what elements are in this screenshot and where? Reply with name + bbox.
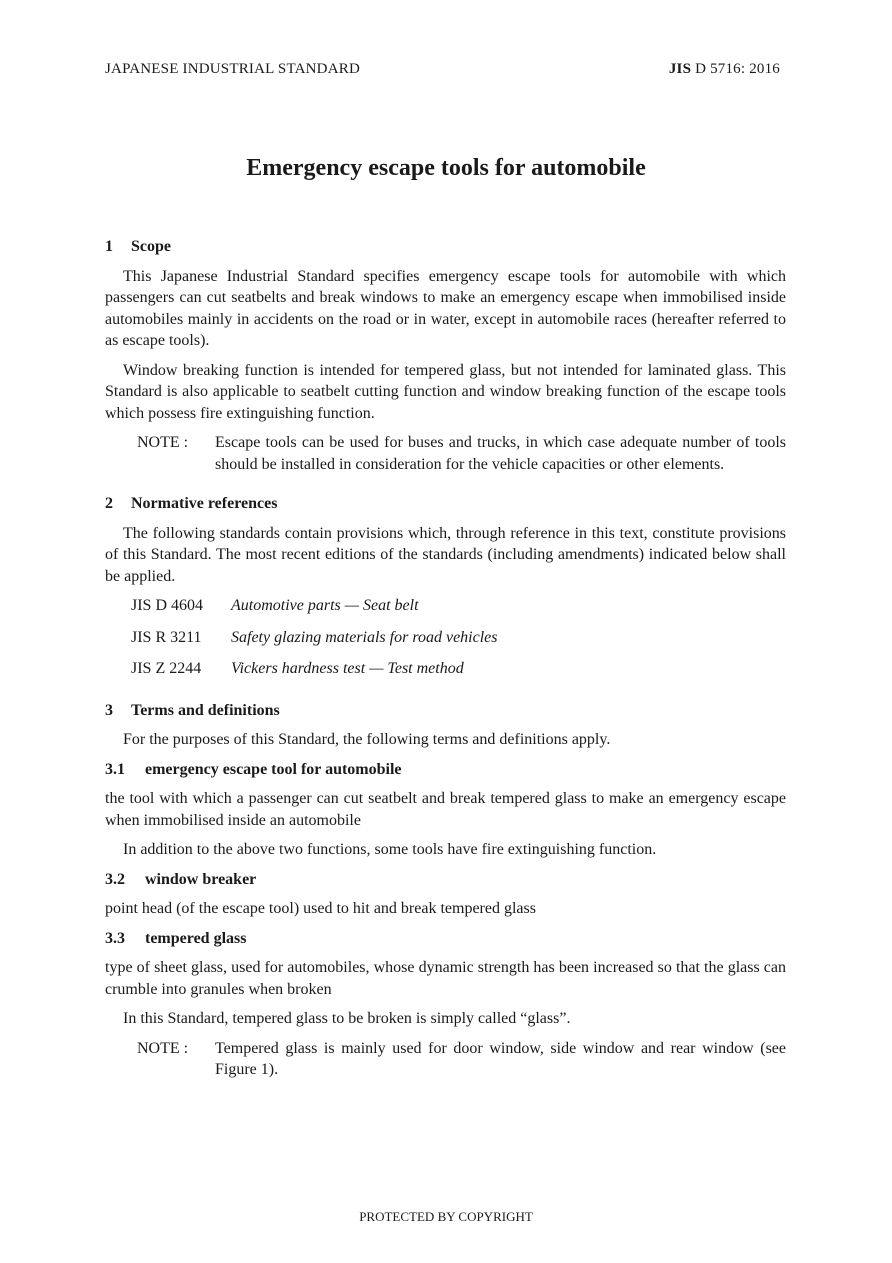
term-3-2-heading: 3.2 window breaker bbox=[105, 870, 257, 888]
term-3-2-definition: point head (of the escape tool) used to hit and break tempered glass bbox=[105, 900, 536, 917]
header-standard-name: JAPANESE INDUSTRIAL STANDARD bbox=[105, 61, 360, 77]
note-label: NOTE : bbox=[137, 1039, 189, 1057]
section-2-heading: 2 Normative references bbox=[105, 495, 278, 512]
header-standard-number bbox=[669, 61, 780, 78]
section-2-para-1: The following standards contain provisions which, through reference in this text, constitute provisions of this Standard. The most recent editions of the standards (including amendments) indicated below shall be applied. bbox=[105, 524, 786, 585]
section-3-para-1: For the purposes of this Standard, the following terms and definitions apply. bbox=[123, 731, 611, 748]
reference-item: JIS Z 2244 Vickers hardness test — Test method bbox=[131, 660, 464, 677]
term-3-3-extra: In this Standard, tempered glass to be broken is simply called “glass”. bbox=[123, 1010, 571, 1027]
document-title: Emergency escape tools for automobile bbox=[246, 155, 646, 181]
note-text: Escape tools can be used for buses and trucks, in which case adequate number of tools should be installed in consideration for the vehicle capacities or other elements. bbox=[215, 434, 786, 473]
term-3-1-heading: 3.1 emergency escape tool for automobile bbox=[105, 760, 402, 778]
copyright-footer: PROTECTED BY COPYRIGHT bbox=[359, 1209, 533, 1224]
header-code: D 5716: 2016 bbox=[691, 61, 780, 77]
document-body bbox=[105, 236, 786, 1089]
section-1-para-2: Window breaking function is intended for tempered glass, but not intended for laminated glass. This Standard is also applicable to seatbelt cutting function and window breaking function of the escape tools which possess fire extinguishing function. bbox=[105, 361, 786, 422]
reference-item: JIS R 3211 Safety glazing materials for road vehicles bbox=[131, 628, 498, 646]
term-3-3-definition: type of sheet glass, used for automobiles, whose dynamic strength has been increased so that the glass can crumble into granules when broken bbox=[105, 959, 786, 998]
term-3-1-definition: the tool with which a passenger can cut seatbelt and break tempered glass to make an emergency escape when immobilised inside an automobile bbox=[105, 790, 786, 829]
header-jis: JIS bbox=[668, 61, 692, 77]
section-1-para-1: This Japanese Industrial Standard specifies emergency escape tools for automobile with which passengers can cut seatbelts and break windows to make an emergency escape when immobilised inside automobiles mainly in accidents on the road or in water, except in automobile races (hereafter referred to as escape tools). bbox=[105, 267, 786, 349]
term-3-1-extra: In addition to the above two functions, some tools have fire extinguishing function. bbox=[123, 841, 657, 858]
reference-item: JIS D 4604 Automotive parts — Seat belt bbox=[131, 597, 419, 614]
note-label: NOTE : bbox=[137, 434, 189, 451]
term-3-3-note bbox=[137, 1038, 786, 1081]
term-3-3-heading: 3.3 tempered glass bbox=[105, 929, 247, 947]
section-1-note bbox=[137, 432, 786, 475]
section-3-heading: 3 Terms and definitions bbox=[105, 701, 280, 719]
section-1-heading: 1 Scope bbox=[105, 238, 171, 255]
note-text: Tempered glass is mainly used for door window, side window and rear window (see Figure 1). bbox=[215, 1039, 786, 1078]
